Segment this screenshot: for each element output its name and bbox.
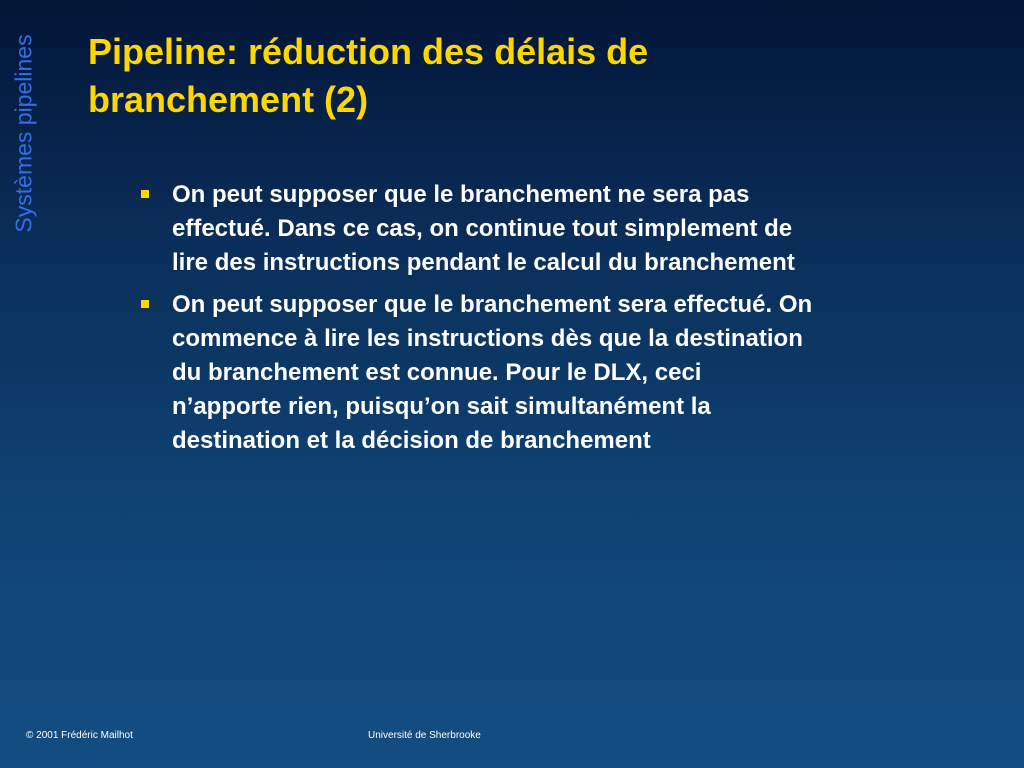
bullet-line: du branchement est connue. Pour le DLX, ceci xyxy=(172,359,702,386)
bullet-line: n’apporte rien, puisqu’on sait simultanément la xyxy=(172,393,711,420)
title-line-2: branchement (2) xyxy=(88,79,369,120)
footer-university: Université de Sherbrooke xyxy=(368,730,481,741)
title-line-1: Pipeline: réduction des délais de xyxy=(88,31,649,72)
square-bullet-icon xyxy=(141,300,149,308)
bullet-line: effectué. Dans ce cas, on continue tout simplement de xyxy=(172,215,793,242)
bullet-item xyxy=(138,178,938,280)
bullet-item xyxy=(138,288,938,458)
bullet-list xyxy=(138,178,938,466)
side-title xyxy=(4,8,44,258)
bullet-line: On peut supposer que le branchement ne sera pas xyxy=(172,181,750,208)
bullet-line: On peut supposer que le branchement sera effectué. On xyxy=(172,291,813,318)
bullet-line: commence à lire les instructions dès que la destination xyxy=(172,325,803,352)
side-title-text: Systèmes pipelines xyxy=(10,33,37,233)
bullet-line: destination et la décision de branchement xyxy=(172,427,651,454)
slide-title xyxy=(88,28,788,124)
footer-copyright: © 2001 Frédéric Mailhot xyxy=(26,730,133,741)
bullet-line: lire des instructions pendant le calcul du branchement xyxy=(172,249,795,276)
square-bullet-icon xyxy=(141,190,149,198)
